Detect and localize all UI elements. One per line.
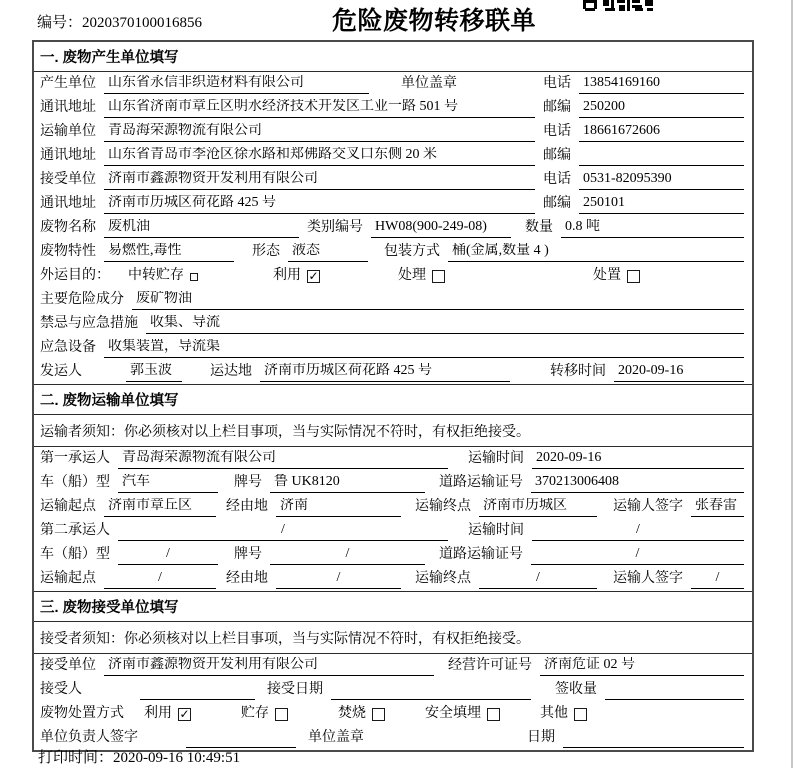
road-cert-value-1: 370213006408 xyxy=(531,474,744,493)
purpose-option-treat xyxy=(398,268,445,286)
waste-trait-value: 易燃性,毒性 xyxy=(104,243,234,262)
transporter-notice: 运输者须知：你必须核对以上栏目事项，当与实际情况不符时，有权拒绝接受。 xyxy=(34,415,752,447)
receive-phone-value: 0531-82095390 xyxy=(579,171,744,190)
hazard-component-value: 废矿物油 xyxy=(132,291,744,310)
route-end-label-1: 运输终点 xyxy=(415,499,471,515)
route-start-label-1: 运输起点 xyxy=(40,499,96,515)
page-edge-line xyxy=(791,0,793,768)
section-producer xyxy=(34,42,752,384)
disposal-option-other xyxy=(540,706,587,724)
disposal-other-label: 其他 xyxy=(540,706,568,722)
row-disposal-method xyxy=(34,702,752,726)
checkbox-disposal-utilize: ✓ xyxy=(179,707,190,722)
signed-qty-value xyxy=(605,685,744,700)
row-transfer-purpose xyxy=(34,264,752,288)
receive-unit-label: 接受单位 xyxy=(40,172,96,188)
checkbox-treat xyxy=(432,270,445,283)
row-dispatcher xyxy=(34,360,752,384)
checkbox-transfer-storage xyxy=(190,273,198,281)
checkbox-disposal-incinerate xyxy=(372,708,385,721)
producer-address-value: 山东省济南市章丘区明水经济技术开发区工业一路 501 号 xyxy=(104,99,535,118)
transport-time-value-2: / xyxy=(532,522,744,541)
checkbox-utilize: ✓ xyxy=(308,269,319,284)
qr-code-fragment xyxy=(583,0,653,12)
route-via-value-2: / xyxy=(276,570,401,589)
emergency-equipment-value: 收集装置，导流渠 xyxy=(104,339,744,358)
receive-phone-label: 电话 xyxy=(543,172,571,188)
transport-time-label-2: 运输时间 xyxy=(468,523,524,539)
transport-zip-value xyxy=(579,151,744,166)
manifest-form xyxy=(32,40,754,752)
unit-seal-label: 单位盖章 xyxy=(401,76,457,92)
document-number-value: 2020370100016856 xyxy=(82,15,203,31)
producer-unit-value: 山东省永信非织造材料有限公司 xyxy=(104,75,369,94)
route-end-value-1: 济南市历城区 xyxy=(479,498,597,517)
checkbox-disposal-other xyxy=(574,708,587,721)
row-transport-address xyxy=(34,144,752,168)
transport-phone-label: 电话 xyxy=(543,124,571,140)
producer-unit-label: 产生单位 xyxy=(40,76,96,92)
route-start-label-2: 运输起点 xyxy=(40,571,96,587)
taboo-measures-label: 禁忌与应急措施 xyxy=(40,316,138,332)
print-time-label: 打印时间： xyxy=(38,750,114,766)
row-transport-unit xyxy=(34,120,752,144)
checkbox-disposal-landfill xyxy=(487,708,500,721)
section3-title: 三. 废物接受单位填写 xyxy=(34,592,752,622)
row-receiver-unit xyxy=(34,654,752,678)
road-cert-label-1: 道路运输证号 xyxy=(439,475,523,491)
row-route-2 xyxy=(34,567,752,591)
carrier-sign-label-2: 运输人签字 xyxy=(613,571,683,587)
row-taboo-measures xyxy=(34,312,752,336)
disposal-incinerate-label: 焚烧 xyxy=(338,706,366,722)
route-via-label-2: 经由地 xyxy=(226,571,268,587)
disposal-storage-label: 贮存 xyxy=(241,706,269,722)
print-time-value: 2020-09-16 10:49:51 xyxy=(113,750,241,766)
producer-zip-label: 邮编 xyxy=(543,100,571,116)
dispatcher-value: 郭玉波 xyxy=(126,363,182,382)
section1-title: 一. 废物产生单位填写 xyxy=(34,42,752,72)
disposal-option-landfill xyxy=(425,706,500,724)
destination-value: 济南市历城区荷花路 425 号 xyxy=(260,363,510,382)
accept-date-label: 接受日期 xyxy=(267,682,323,698)
row-acceptance xyxy=(34,678,752,702)
row-vehicle-1 xyxy=(34,471,752,495)
section2-title: 二. 废物运输单位填写 xyxy=(34,385,752,415)
section-receiver xyxy=(34,591,752,750)
plate-label-1: 牌号 xyxy=(234,475,262,491)
receive-unit-value: 济南市鑫源物资开发利用有限公司 xyxy=(104,171,535,190)
disposal-option-incinerate xyxy=(338,706,385,724)
plate-label-2: 牌号 xyxy=(234,547,262,563)
taboo-measures-value: 收集、导流 xyxy=(146,315,744,334)
sign-date-label: 日期 xyxy=(527,730,555,746)
receive-address-value: 济南市历城区荷花路 425 号 xyxy=(104,195,535,214)
transport-phone-value: 18661672606 xyxy=(579,123,744,142)
transfer-time-label: 转移时间 xyxy=(550,364,606,380)
transport-unit-label: 运输单位 xyxy=(40,124,96,140)
row-receive-unit xyxy=(34,168,752,192)
waste-form-value: 液态 xyxy=(288,243,368,262)
transport-unit-value: 青岛海荣源物流有限公司 xyxy=(104,123,535,142)
second-carrier-value: / xyxy=(118,522,448,541)
emergency-equipment-label: 应急设备 xyxy=(40,340,96,356)
sign-date-value xyxy=(563,733,744,748)
waste-trait-label: 废物特性 xyxy=(40,244,96,260)
waste-qty-label: 数量 xyxy=(525,220,553,236)
vehicle-type-label-2: 车（船）型 xyxy=(40,547,110,563)
waste-pack-value: 桶(金属,数量 4 ) xyxy=(448,243,744,262)
business-license-label: 经营许可证号 xyxy=(448,658,532,674)
second-carrier-label: 第二承运人 xyxy=(40,523,110,539)
row-emergency-equipment xyxy=(34,336,752,360)
carrier-sign-value-1: 张春雷 xyxy=(691,498,744,517)
plate-value-2: / xyxy=(270,546,425,565)
receive-address-label: 通讯地址 xyxy=(40,196,96,212)
waste-name-label: 废物名称 xyxy=(40,220,96,236)
receive-zip-label: 邮编 xyxy=(543,196,571,212)
route-via-value-1: 济南 xyxy=(276,498,401,517)
transfer-time-value: 2020-09-16 xyxy=(614,363,744,382)
route-end-value-2: / xyxy=(479,570,597,589)
producer-zip-value: 250200 xyxy=(579,99,744,118)
acceptor-value xyxy=(140,685,255,700)
row-route-1 xyxy=(34,495,752,519)
document-number-label: 编号： xyxy=(37,15,83,31)
row-hazard-component xyxy=(34,288,752,312)
transfer-purpose-label: 外运目的： xyxy=(40,268,110,284)
receive-zip-value: 250101 xyxy=(579,195,744,214)
checkbox-disposal-storage xyxy=(275,708,288,721)
receiver-seal-label: 单位盖章 xyxy=(308,730,364,746)
producer-phone-label: 电话 xyxy=(543,76,571,92)
purpose-treat-label: 处理 xyxy=(398,268,426,284)
purpose-utilize-label: 利用 xyxy=(273,268,301,284)
row-producer-unit xyxy=(34,72,752,96)
receiver-unit-label: 接受单位 xyxy=(40,658,96,674)
transport-address-label: 通讯地址 xyxy=(40,148,96,164)
transport-address-value: 山东省青岛市李沧区徐水路和郑佛路交叉口东侧 20 米 xyxy=(104,147,535,166)
disposal-landfill-label: 安全填埋 xyxy=(425,706,481,722)
first-carrier-label: 第一承运人 xyxy=(40,451,110,467)
disposal-method-label: 废物处置方式 xyxy=(40,706,124,722)
plate-value-1: 鲁 UK8120 xyxy=(270,474,425,493)
purpose-option-utilize xyxy=(273,268,320,286)
acceptor-label: 接受人 xyxy=(40,682,82,698)
row-receive-address xyxy=(34,192,752,216)
waste-form-label: 形态 xyxy=(252,244,280,260)
purpose-option-transfer-storage xyxy=(128,268,198,286)
receiver-unit-value: 济南市鑫源物资开发利用有限公司 xyxy=(104,657,434,676)
vehicle-type-value-1: 汽车 xyxy=(118,474,218,493)
first-carrier-value: 青岛海荣源物流有限公司 xyxy=(118,450,448,469)
receiver-notice: 接受者须知：你必须核对以上栏目事项，当与实际情况不符时，有权拒绝接受。 xyxy=(34,622,752,654)
row-vehicle-2 xyxy=(34,543,752,567)
disposal-option-storage xyxy=(241,706,288,724)
disposal-option-utilize xyxy=(144,706,191,724)
waste-qty-value: 0.8 吨 xyxy=(561,219,744,238)
route-start-value-2: / xyxy=(104,570,216,589)
row-first-carrier xyxy=(34,447,752,471)
producer-phone-value: 13854169160 xyxy=(579,75,744,94)
route-via-label-1: 经由地 xyxy=(226,499,268,515)
waste-code-value: HW08(900-249-08) xyxy=(371,219,511,238)
road-cert-label-2: 道路运输证号 xyxy=(439,547,523,563)
hazard-component-label: 主要危险成分 xyxy=(40,292,124,308)
signed-qty-label: 签收量 xyxy=(555,682,597,698)
purpose-option-dispose xyxy=(593,268,640,286)
producer-address-label: 通讯地址 xyxy=(40,100,96,116)
vehicle-type-label-1: 车（船）型 xyxy=(40,475,110,491)
waste-name-value: 废机油 xyxy=(104,219,299,238)
route-start-value-1: 济南市章丘区 xyxy=(104,498,216,517)
dispatcher-label: 发运人 xyxy=(40,364,82,380)
route-end-label-2: 运输终点 xyxy=(415,571,471,587)
waste-pack-label: 包装方式 xyxy=(384,244,440,260)
row-waste-trait xyxy=(34,240,752,264)
waste-code-label: 类别编号 xyxy=(307,220,363,236)
carrier-sign-value-2: / xyxy=(691,570,744,589)
purpose-dispose-label: 处置 xyxy=(593,268,621,284)
responsible-sign-label: 单位负责人签字 xyxy=(40,730,138,746)
row-waste-name xyxy=(34,216,752,240)
print-time xyxy=(38,746,240,767)
transport-zip-label: 邮编 xyxy=(543,148,571,164)
carrier-sign-label-1: 运输人签字 xyxy=(613,499,683,515)
disposal-utilize-label: 利用 xyxy=(144,706,172,722)
vehicle-type-value-2: / xyxy=(118,546,218,565)
destination-label: 运达地 xyxy=(210,364,252,380)
transport-time-label: 运输时间 xyxy=(468,451,524,467)
transport-time-value: 2020-09-16 xyxy=(532,450,744,469)
page-title: 危险废物转移联单 xyxy=(332,8,537,35)
row-second-carrier xyxy=(34,519,752,543)
road-cert-value-2: / xyxy=(531,546,744,565)
document-number xyxy=(37,11,202,32)
business-license-value: 济南危证 02 号 xyxy=(540,657,744,676)
section-transporter xyxy=(34,384,752,591)
accept-date-value xyxy=(331,685,531,700)
checkbox-dispose xyxy=(627,270,640,283)
row-producer-address xyxy=(34,96,752,120)
purpose-transfer-storage-label: 中转贮存 xyxy=(128,268,184,284)
